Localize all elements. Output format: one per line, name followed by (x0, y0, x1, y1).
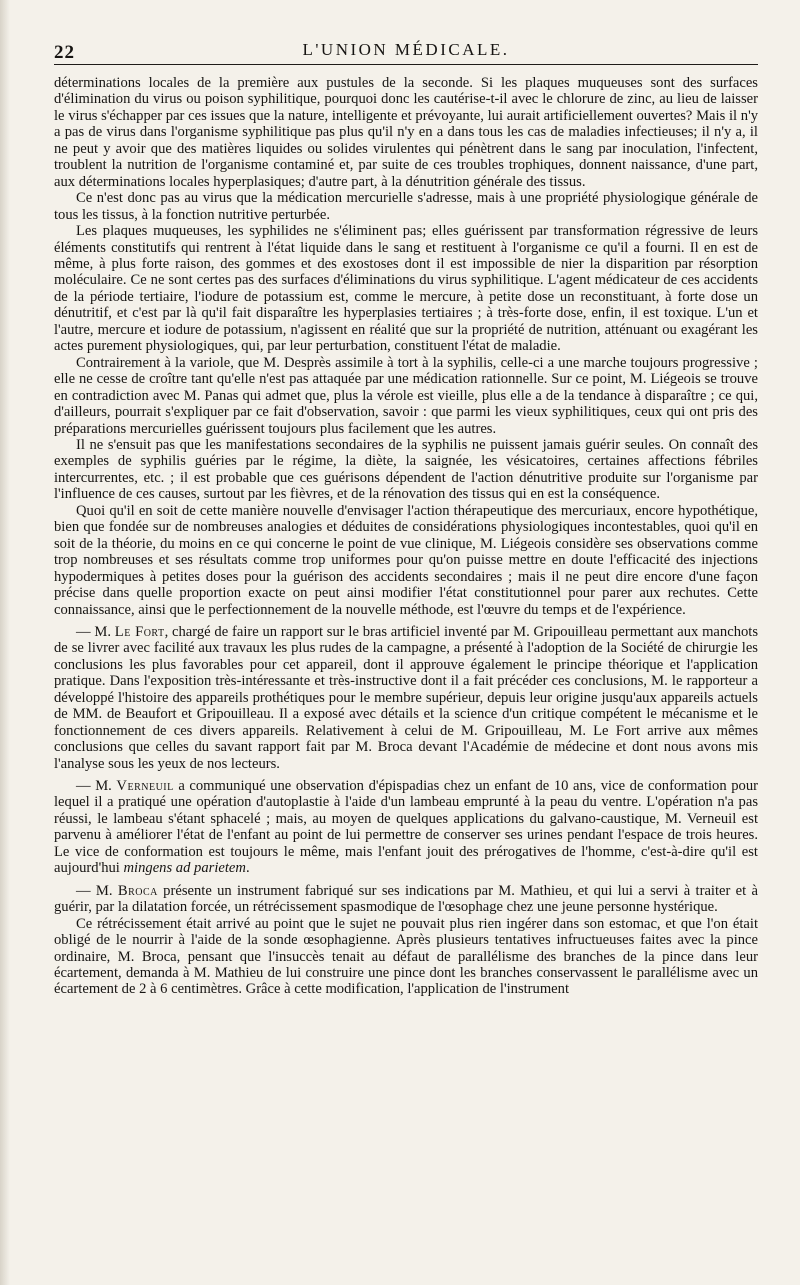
paragraph-last: Ce rétrécissement était arrivé au point que le sujet ne pouvait plus rien ingérer dans son estomac, et que l'on était obligé de le nourrir à l'aide de la sonde œsophagienne. Après plusieurs tentatives infructueuses faites avec la pince ordinaire, M. Broca, pensant que l'insuccès tenait au défaut de parallélisme des branches de la pince dans leur écartement, demanda à M. Mathieu de lui construire une pince dont les branches conservassent le parallélisme avec un écartement de 2 à 6 centimètres. Grâce à cette modification, l'application de l'instrument (54, 915, 758, 998)
section-broca (54, 883, 758, 916)
paragraph-6: Quoi qu'il en soit de cette manière nouvelle d'envisager l'action thérapeutique des mercuriaux, encore hypothétique, bien que fondée sur de nombreuses analogies et déduites de considérations physiologiques incontestables, quoi qu'il en soit de la théorie, du moins en ce qui concerne le point de vue clinique, M. Liégeois considère ses observations comme trop nombreuses et ses résultats comme trop uniformes pour qu'on puisse mettre en doute l'efficacité des injections hypodermiques à petites doses pour la guérison des accidents secondaires ; mais il ne peut dire encore d'une façon précise dans quelle proportion exacte on peut ainsi modifier l'état constitutionnel pour parer aux rechutes. Cette connaissance, ainsi que le perfectionnement de la nouvelle méthode, est l'œuvre du temps et de l'expérience. (54, 502, 758, 618)
running-title: L'UNION MÉDICALE. (302, 40, 510, 59)
section-text: , chargé de faire un rapport sur le bras artificiel inventé par M. Gripouilleau permettant aux manchots de se livrer avec facilité aux travaux les plus rudes de la campagne, a présenté à l'adoption de la Société de chirurgie les conclusions les plus favorables pour cet appareil, dont il approuve également le principe théorique et l'application pratique. Dans l'exposition très-intéressante et très-instructive dont il a fait précéder ces conclusions, M. le rapporteur a développé l'histoire des appareils prothétiques pour le membre supérieur, depuis leur origine jusqu'aux appareils actuels de MM. de Beaufort et Gripouilleau. Il a exposé avec détails et la science d'un critique compétent le mécanisme et le fonctionnement de ces divers appareils. Relativement à celui de M. Gripouilleau, M. Le Fort arrive aux mêmes conclusions que celles du savant rapport fait par M. Broca devant l'Académie de médecine et dont nous avons mis l'analyse sous les yeux de nos lecteurs. (54, 623, 759, 772)
latin-phrase: mingens ad parietem (123, 860, 246, 877)
section-le-fort (54, 624, 758, 772)
article-body (54, 75, 758, 998)
page-header (54, 30, 758, 65)
paragraph-4: Contrairement à la variole, que M. Desprès assimile à tort à la syphilis, celle-ci a une marche toujours progressive ; elle ne cesse de croître tant qu'elle n'est pas attaquée par une médication rationnelle. Sur ce point, M. Liégeois se trouve en contradiction avec M. Panas qui admet que, plus la vérole est vieille, plus elle a de la tendance à disparaître ; ce qui, d'ailleurs, pourrait s'expliquer par ce fait d'observation, savoir : que parmi les vieux syphilitiques, ceux qui ont pris des préparations mercurielles guérissent toujours plus facilement que les autres. (54, 354, 758, 437)
section-tail: . (245, 860, 250, 877)
section-lead: — M. (76, 623, 115, 640)
speaker-name: Le Fort (114, 623, 165, 640)
section-lead: — M. (76, 778, 117, 795)
paragraph-3: Les plaques muqueuses, les syphilides ne s'éliminent pas; elles guérissent par transformation régressive de leurs éléments constitutifs qui rentrent à l'état liquide dans le sang et restituent à l'organisme ce qu'il a fourni. Il en est de même, à plus forte raison, des gommes et des exostoses dont il est impossible de nier la disparition par résorption moléculaire. Ce ne sont certes pas des surfaces d'éliminations du virus syphilitique. L'agent médicateur de ces accidents de la période tertiaire, l'iodure de potassium est, comme le mercure, à petite dose un reconstituant, à forte dose un dénutritif, et c'est par là qu'il fait disparaître les hyperplasies tertiaires ; à très-forte dose, enfin, il est toxique. L'un et l'autre, mercure et iodure de potassium, n'agissent en réalité que sur la propriété de nutrition, atténuant ou exagérant les actes purement physiologiques, qui, par leur perturbation, constituent l'état de maladie. (54, 223, 758, 355)
page-number: 22 (54, 42, 75, 63)
section-text: présente un instrument fabriqué sur ses indications par M. Mathieu, et qui lui a servi à traiter et à guérir, par la dilatation forcée, un rétrécissement spasmodique de l'œsophage chez une jeune personne hystérique. (54, 882, 759, 916)
paragraph-1: déterminations locales de la première aux pustules de la seconde. Si les plaques muqueuses sont des surfaces d'élimination du virus ou poison syphilitique, pourquoi donc les cautérise-t-il avec le chlorure de zinc, au lieu de laisser le virus s'échapper par ces issues que la nature, intelligente et prévoyante, lui aurait artificiellement ouvertes? Mais il n'y a pas de virus dans l'organisme syphilitique pas plus qu'il n'y en a dans tous les cas de maladies infectieuses; il n'y a, il ne peut y avoir que des matières liquides ou solides virulentes qui pénètrent dans le sang par inoculation, l'infectent, troublent la nutrition de l'organisme contaminé et, par suite de ces troubles trophiques, donnent naissance, d'une part, aux déterminations locales hyperplasiques; d'autre part, à la dénutrition générale des tissus. (54, 75, 758, 190)
paragraph-5: Il ne s'ensuit pas que les manifestations secondaires de la syphilis ne puissent jamais guérir seules. On connaît des exemples de syphilis guéries par le régime, la diète, la saignée, les vésicatoires, certaines affections fébriles intercurrentes, etc. ; il est probable que ces guérisons dépendent de l'action dénutritive produite sur l'organisme par l'influence de ces causes, surtout par les fièvres, et de la rénovation des tissus qui en est la conséquence. (54, 436, 758, 503)
section-verneuil (54, 778, 758, 877)
speaker-name: Broca (117, 882, 158, 899)
paragraph-2: Ce n'est donc pas au virus que la médication mercurielle s'adresse, mais à une propriété physiologique générale de tous les tissus, à la fonction nutritive perturbée. (54, 190, 758, 223)
speaker-name: Verneuil (116, 778, 174, 795)
section-text: a communiqué une observation d'épispadias chez un enfant de 10 ans, vice de conformation pour lequel il a pratiqué une opération d'autoplastie à l'aide d'un lambeau emprunté à la peau du ventre. L'opération n'a pas réussi, le lambeau s'étant sphacelé ; mais, au moyen de quelques applications du galvano-caustique, M. Verneuil est parvenu à améliorer l'état de l'enfant au point de lui permettre de conserver ses urines pendant l'espace de trois heures. Le vice de conformation est toujours le même, mais l'enfant jouit des prérogatives de l'homme, c'est-à-dire qu'il est aujourd'hui (54, 778, 759, 877)
section-lead: — M. (76, 882, 118, 899)
